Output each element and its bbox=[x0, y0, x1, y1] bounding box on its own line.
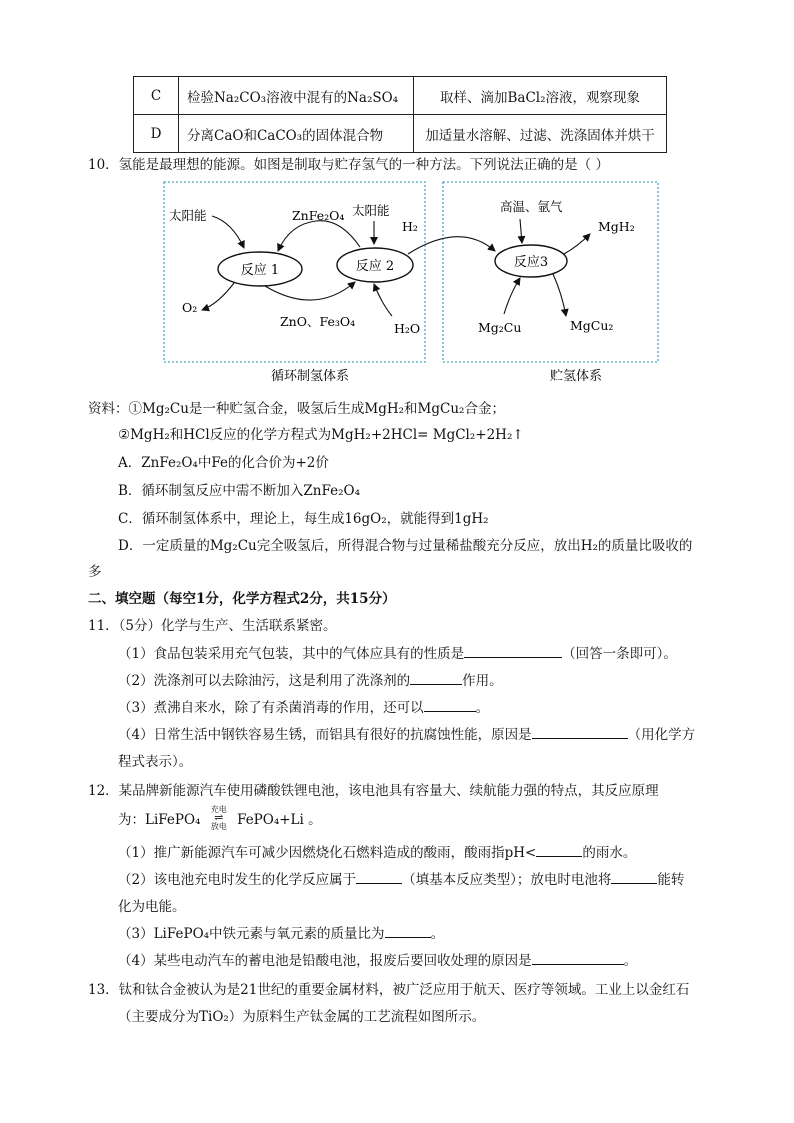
q11-sub3-text: （3）煮沸自来水，除了有杀菌消毒的作用，还可以 bbox=[118, 700, 424, 716]
charge-label: 充电 bbox=[210, 805, 227, 814]
q13-line2: （主要成分为TiO₂）为原料生产钛金属的工艺流程如图所示。 bbox=[118, 1009, 486, 1025]
o2-arrow bbox=[202, 283, 234, 310]
answer-blank[interactable] bbox=[424, 699, 476, 712]
q12-stem: 12．某品牌新能源汽车使用磷酸铁锂电池，该电池具有容量大、续航能力强的特点，其反应原理 bbox=[88, 783, 659, 799]
h2o-arrow bbox=[374, 284, 392, 316]
high-temp-label: 高温、氩气 bbox=[500, 199, 563, 214]
table-cell-method: 取样、滴加BaCl₂溶液，观察现象 bbox=[414, 77, 667, 115]
section-title: 二、填空题（每空1分，化学方程式2分，共15分） bbox=[88, 591, 396, 607]
solar-left-arrow bbox=[212, 216, 244, 248]
q12-sub1-text: （1）推广新能源汽车可减少因燃烧化石燃料造成的酸雨，酸雨指pH< bbox=[118, 845, 537, 861]
q12-sub4 bbox=[118, 949, 637, 969]
hydrogen-diagram bbox=[150, 176, 670, 388]
q11-sub4-tail: （用化学方 bbox=[627, 727, 696, 743]
table-row bbox=[134, 77, 667, 115]
q12-sub2-mid: （填基本反应类型）；放电时电池将 bbox=[402, 872, 612, 888]
q11-sub4-continued: 程式表示）。 bbox=[118, 754, 193, 770]
q11-sub3-tail: 。 bbox=[475, 700, 490, 716]
q12-sub2 bbox=[118, 868, 684, 888]
table-cell-letter: D bbox=[134, 115, 179, 153]
table-cell-letter: C bbox=[134, 77, 179, 115]
discharge-label: 放电 bbox=[210, 822, 227, 831]
q11-sub2-tail: 作用。 bbox=[462, 673, 503, 689]
answer-blank[interactable] bbox=[611, 871, 657, 884]
mgcu2-label: MgCu₂ bbox=[570, 318, 614, 333]
q12-equation bbox=[118, 805, 322, 835]
option-c: C．循环制氢体系中，理论上，每生成16gO₂，就能得到1gH₂ bbox=[118, 511, 489, 527]
table-cell-content: 分离CaO和CaCO₃的固体混合物 bbox=[179, 115, 414, 153]
caption-left: 循环制氢体系 bbox=[270, 369, 350, 384]
options-table bbox=[133, 76, 667, 153]
answer-blank[interactable] bbox=[356, 871, 402, 884]
equation-left: 为：LiFePO₄ bbox=[118, 812, 201, 828]
q13-line1: 13．钛和钛合金被认为是21世纪的重要金属材料，被广泛应用于航天、医疗等领域。工业上以金红石 bbox=[88, 982, 690, 998]
mg2cu-arrow bbox=[504, 278, 520, 314]
high-temp-arrow bbox=[520, 219, 522, 243]
equilibrium-arrow bbox=[211, 805, 227, 831]
reaction3-label: 反应3 bbox=[513, 255, 549, 270]
zno-label: ZnO、Fe₃O₄ bbox=[280, 314, 356, 329]
mgh2-label: MgH₂ bbox=[598, 219, 635, 234]
mgh2-arrow bbox=[564, 234, 590, 254]
h2-label: H₂ bbox=[402, 219, 418, 234]
q12-sub3-tail: 。 bbox=[430, 926, 445, 942]
o2-label: O₂ bbox=[182, 300, 198, 315]
q12-sub3-text: （3）LiFePO₄中铁元素与氧元素的质量比为 bbox=[118, 926, 385, 942]
q12-sub2-text: （2）该电池充电时发生的化学反应属于 bbox=[118, 872, 357, 888]
q12-sub1-tail: 的雨水。 bbox=[582, 845, 637, 861]
q11-sub2 bbox=[118, 669, 503, 689]
q11-sub4 bbox=[118, 723, 695, 743]
double-arrow-icon: ⇌ bbox=[214, 811, 224, 824]
q10-stem: 10．氢能是最理想的能源。如图是制取与贮存氢气的一种方法。下列说法正确的是（ ） bbox=[88, 157, 609, 173]
answer-blank[interactable] bbox=[536, 844, 582, 857]
option-d-continued: 多 bbox=[88, 564, 102, 580]
reaction2-label: 反应 2 bbox=[355, 259, 395, 274]
q12-sub2-continued: 化为电能。 bbox=[118, 899, 186, 915]
znfe2o4-label: ZnFe₂O₄ bbox=[292, 208, 345, 223]
option-d: D．一定质量的Mg₂Cu完全吸氢后，所得混合物与过量稀盐酸充分反应，放出H₂的质量比吸收的 bbox=[118, 538, 693, 554]
mg2cu-label: Mg₂Cu bbox=[478, 320, 522, 335]
answer-blank[interactable] bbox=[532, 952, 624, 965]
q12-sub4-text: （4）某些电动汽车的蓄电池是铅酸电池，报废后要回收处理的原因是 bbox=[118, 953, 532, 969]
option-a: A．ZnFe₂O₄中Fe的化合价为+2价 bbox=[118, 455, 329, 471]
solar-right-label: 太阳能 bbox=[352, 203, 390, 218]
q11-sub2-text: （2）洗涤剂可以去除油污，这是利用了洗涤剂的 bbox=[118, 673, 411, 689]
option-b: B．循环制氢反应中需不断加入ZnFe₂O₄ bbox=[118, 483, 361, 499]
q11-sub1 bbox=[118, 642, 677, 662]
reaction1-label: 反应 1 bbox=[240, 263, 280, 278]
solar-left-label: 太阳能 bbox=[169, 208, 207, 223]
answer-blank[interactable] bbox=[385, 925, 431, 938]
q11-stem: 11．（5分）化学与生产、生活联系紧密。 bbox=[88, 618, 337, 634]
info-1: 资料：①Mg₂Cu是一种贮氢合金，吸氢后生成MgH₂和MgCu₂合金； bbox=[88, 401, 505, 417]
info-2: ②MgH₂和HCl反应的化学方程式为MgH₂+2HCl= MgCl₂+2H₂↑ bbox=[118, 427, 524, 443]
q11-sub3 bbox=[118, 696, 489, 716]
h2o-label: H₂O bbox=[394, 321, 421, 336]
h2-arrow bbox=[408, 237, 495, 254]
table-cell-content: 检验Na₂CO₃溶液中混有的Na₂SO₄ bbox=[179, 77, 414, 115]
answer-blank[interactable] bbox=[532, 726, 628, 739]
q11-sub1-text: （1）食品包装采用充气包装，其中的气体应具有的性质是 bbox=[118, 646, 465, 662]
equation-right: FePO₄+Li 。 bbox=[237, 812, 322, 828]
answer-blank[interactable] bbox=[410, 672, 462, 685]
table-cell-method: 加适量水溶解、过滤、洗涤固体并烘干 bbox=[414, 115, 667, 153]
q12-sub3 bbox=[118, 922, 444, 942]
q11-sub4-text: （4）日常生活中钢铁容易生锈，而铝具有很好的抗腐蚀性能，原因是 bbox=[118, 727, 532, 743]
q12-sub2-tail: 能转 bbox=[657, 872, 685, 888]
mgcu2-arrow bbox=[553, 274, 566, 316]
caption-right: 贮氢体系 bbox=[549, 369, 603, 384]
q12-sub4-tail: 。 bbox=[623, 953, 638, 969]
q11-sub1-tail: （回答一条即可）。 bbox=[562, 646, 677, 662]
q12-sub1 bbox=[118, 841, 636, 861]
znfe2o4-arrow bbox=[278, 221, 360, 251]
table-row bbox=[134, 115, 667, 153]
answer-blank[interactable] bbox=[464, 645, 562, 658]
